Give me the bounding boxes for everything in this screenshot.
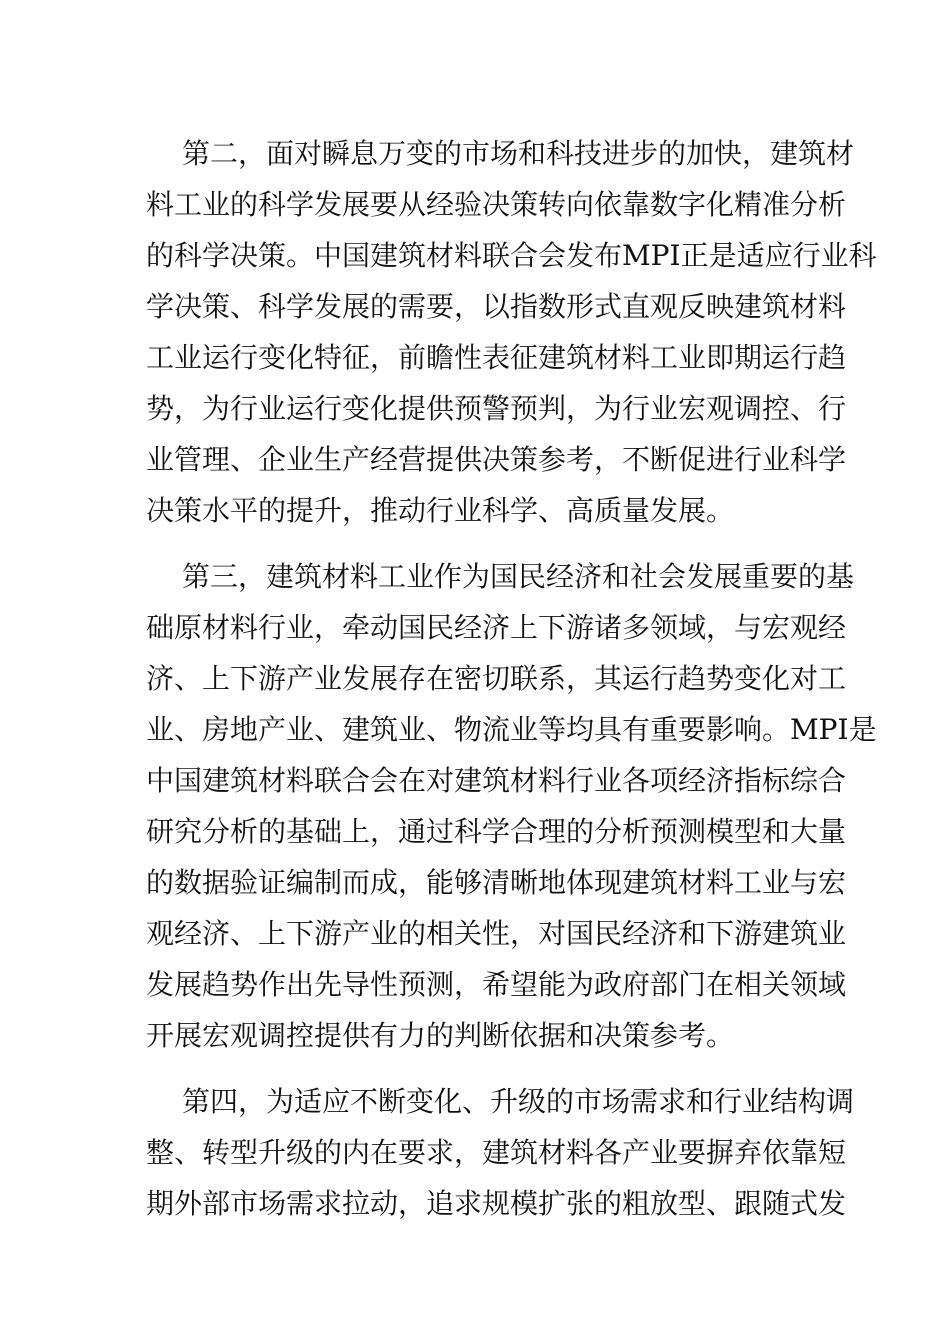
text-line: 研究分析的基础上，通过科学合理的分析预测模型和大量 bbox=[146, 815, 847, 848]
text-line: 业、房地产业、建筑业、物流业等均具有重要影响。MPI是 bbox=[146, 713, 877, 746]
text-line: 中国建筑材料联合会在对建筑材料行业各项经济指标综合 bbox=[146, 764, 847, 797]
text-line: 的数据验证编制而成，能够清晰地体现建筑材料工业与宏 bbox=[146, 866, 847, 899]
paragraph-2 bbox=[146, 128, 877, 536]
text-line: 学决策、科学发展的需要，以指数形式直观反映建筑材料 bbox=[146, 290, 847, 323]
text-line: 第二，面对瞬息万变的市场和科技进步的加快，建筑材 bbox=[182, 137, 855, 170]
text-line: 发展趋势作出先导性预测，希望能为政府部门在相关领域 bbox=[146, 968, 847, 1001]
text-line: 的科学决策。中国建筑材料联合会发布MPI正是适应行业科 bbox=[146, 239, 877, 272]
text-line: 期外部市场需求拉动，追求规模扩张的粗放型、跟随式发 bbox=[146, 1187, 847, 1220]
paragraph-4 bbox=[146, 1076, 855, 1229]
text-line: 整、转型升级的内在要求，建筑材料各产业要摒弃依靠短 bbox=[146, 1136, 847, 1169]
text-line: 济、上下游产业发展存在密切联系，其运行趋势变化对工 bbox=[146, 662, 847, 695]
text-line: 决策水平的提升，推动行业科学、高质量发展。 bbox=[146, 494, 735, 527]
text-line: 工业运行变化特征，前瞻性表征建筑材料工业即期运行趋 bbox=[146, 341, 847, 374]
text-line: 第三，建筑材料工业作为国民经济和社会发展重要的基 bbox=[182, 560, 855, 593]
text-line: 观经济、上下游产业的相关性，对国民经济和下游建筑业 bbox=[146, 917, 847, 950]
paragraph-3 bbox=[146, 551, 877, 1061]
paragraph-spacer bbox=[146, 536, 806, 551]
text-line: 第四，为适应不断变化、升级的市场需求和行业结构调 bbox=[182, 1085, 855, 1118]
text-line: 础原材料行业，牵动国民经济上下游诸多领域，与宏观经 bbox=[146, 611, 847, 644]
document-body bbox=[146, 128, 877, 1229]
text-line: 开展宏观调控提供有力的判断依据和决策参考。 bbox=[146, 1019, 735, 1052]
text-line: 势，为行业运行变化提供预警预判，为行业宏观调控、行 bbox=[146, 392, 847, 425]
text-line: 业管理、企业生产经营提供决策参考，不断促进行业科学 bbox=[146, 443, 847, 476]
text-line: 料工业的科学发展要从经验决策转向依靠数字化精准分析 bbox=[146, 188, 847, 221]
paragraph-spacer bbox=[146, 1061, 806, 1076]
